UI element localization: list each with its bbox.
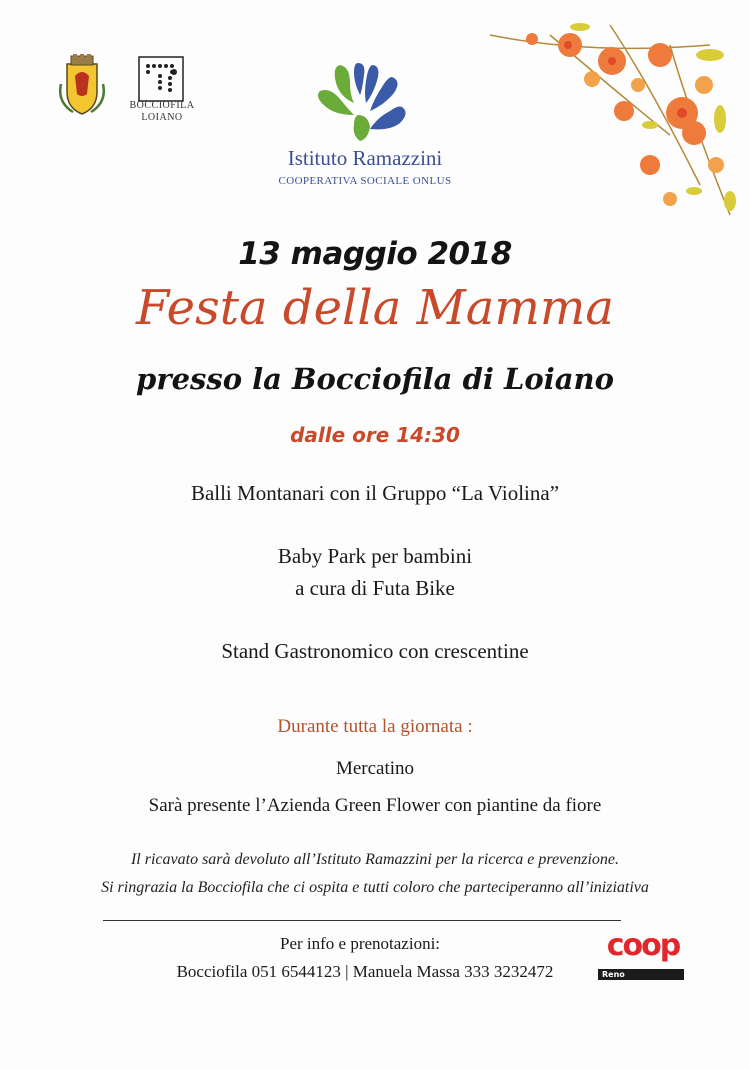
bocciofila-town: LOIANO: [141, 112, 183, 123]
event-time: dalle ore 14:30: [290, 423, 460, 447]
event-date: 13 maggio 2018: [238, 236, 512, 272]
bocciofila-name: BOCCIOFILA: [129, 100, 195, 111]
proceeds-note: Il ricavato sarà devoluto all’Istituto Ramazzini per la ricerca e prevenzione.: [130, 851, 620, 868]
program-item-dance: Balli Montanari con il Gruppo “La Violina”: [190, 481, 560, 505]
program-item-food-stand: Stand Gastronomico con crescentine: [221, 639, 529, 663]
divider-line: [103, 920, 621, 921]
ramazzini-logo-icon: [310, 55, 412, 145]
program-item-babypark: Baby Park per bambini: [277, 544, 473, 568]
info-label: Per info e prenotazioni:: [279, 934, 441, 953]
organization-subtitle: COOPERATIVA SOCIALE ONLUS: [278, 175, 452, 187]
event-location: presso la Bocciofila di Loiano: [136, 362, 614, 396]
program-item-market: Mercatino: [335, 758, 415, 779]
thanks-note: Si ringrazia la Bocciofila che ci ospita e tutti coloro che parteciperanno all’iniziativa: [101, 879, 649, 896]
coop-logo-subtitle: Reno: [602, 970, 625, 979]
contact-numbers: Bocciofila 051 6544123 | Manuela Massa 333 3232472: [176, 962, 554, 981]
municipal-crest-icon: [57, 54, 107, 118]
all-day-label: Durante tutta la giornata :: [277, 716, 473, 737]
organization-name: Istituto Ramazzini: [287, 146, 443, 170]
flower-decoration-icon: [470, 15, 750, 225]
event-title: Festa della Mamma: [135, 280, 614, 336]
program-item-green-flower: Sarà presente l’Azienda Green Flower con piantine da fiore: [148, 795, 602, 816]
bocciofila-logo-icon: [138, 56, 184, 102]
program-item-babypark-organizer: a cura di Futa Bike: [295, 576, 455, 600]
coop-logo-icon: coop: [606, 928, 680, 963]
